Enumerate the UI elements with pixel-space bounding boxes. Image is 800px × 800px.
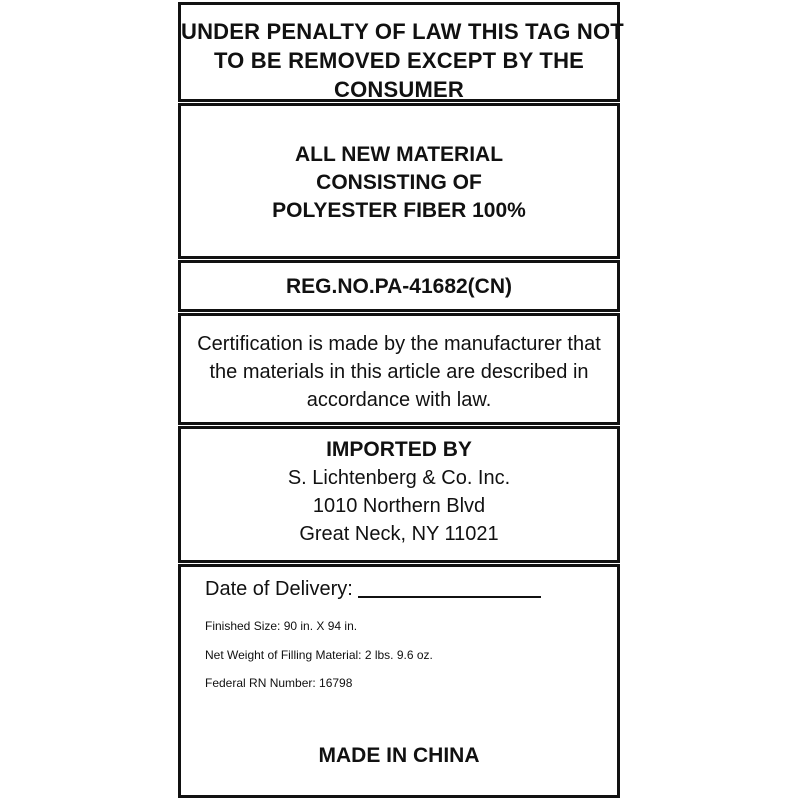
law-tag	[178, 2, 624, 798]
warning-line: CONSUMER	[334, 77, 464, 102]
certification-line: the materials in this article are described in	[209, 361, 589, 383]
importer-city: Great Neck, NY 11021	[299, 523, 499, 545]
registration-number: REG.NO.PA-41682(CN)	[286, 275, 512, 298]
registration-section	[178, 260, 620, 312]
delivery-date-blank	[358, 595, 541, 598]
net-weight: Net Weight of Filling Material: 2 lbs. 9.6 oz.	[205, 648, 433, 662]
importer-street: 1010 Northern Blvd	[312, 495, 486, 517]
material-line: ALL NEW MATERIAL	[294, 143, 504, 166]
importer-name: S. Lichtenberg & Co. Inc.	[287, 467, 511, 489]
material-line: CONSISTING OF	[316, 171, 482, 194]
certification-line: Certification is made by the manufacturer that	[197, 333, 601, 355]
warning-line: TO BE REMOVED EXCEPT BY THE	[213, 48, 585, 73]
warning-line: UNDER PENALTY OF LAW THIS TAG NOT	[181, 19, 624, 44]
importer-address	[181, 464, 617, 548]
material-line: POLYESTER FIBER 100%	[272, 199, 526, 222]
delivery-date-row	[205, 577, 541, 601]
finished-size: Finished Size: 90 in. X 94 in.	[205, 619, 358, 633]
warning-text	[181, 5, 624, 104]
importer-heading: IMPORTED BY	[326, 438, 472, 461]
material-section	[178, 103, 620, 259]
importer-section	[178, 426, 620, 563]
certification-line: accordance with law.	[306, 389, 492, 411]
country-of-origin: MADE IN CHINA	[318, 744, 480, 767]
material-text	[181, 106, 617, 225]
delivery-date-label: Date of Delivery:	[205, 578, 353, 600]
warning-section	[178, 2, 624, 102]
details-section	[178, 564, 620, 798]
certification-text	[181, 316, 617, 414]
federal-rn-number: Federal RN Number: 16798	[205, 676, 353, 690]
certification-section	[178, 313, 620, 425]
